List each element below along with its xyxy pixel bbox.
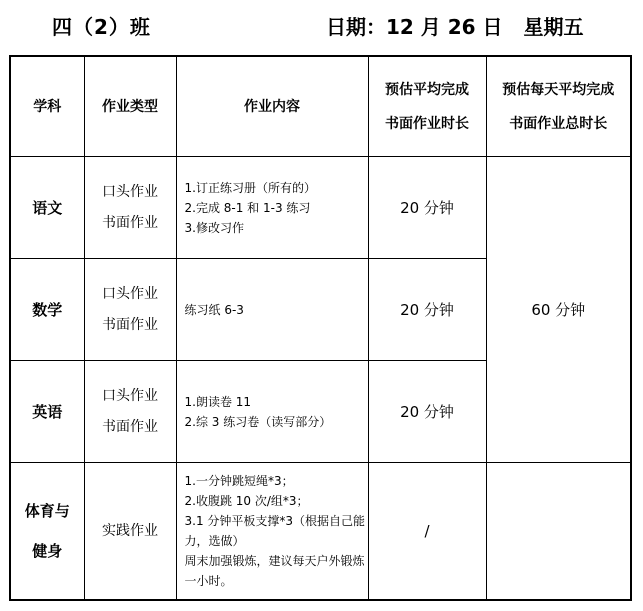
content-line: 1.订正练习册（所有的）: [184, 180, 316, 195]
content-line: 2.收腹跳 10 次/组*3；: [184, 494, 309, 508]
header-subject: 学科: [10, 56, 84, 157]
type-item: 口头作业: [102, 387, 158, 404]
type-item: 书面作业: [102, 214, 158, 231]
homework-table: [9, 55, 632, 601]
content-cell: [176, 157, 368, 259]
duration-cell: 20 分钟: [368, 157, 486, 259]
duration-cell: 20 分钟: [368, 361, 486, 463]
table-header-row: [10, 56, 631, 157]
header-avg-time: [368, 56, 486, 157]
content-cell: [176, 463, 368, 601]
duration-cell: 20 分钟: [368, 259, 486, 361]
type-item: 口头作业: [102, 183, 158, 200]
header-avg-time-line2: 书面作业时长: [385, 115, 469, 132]
type-cell: [84, 259, 176, 361]
content-cell: [176, 259, 368, 361]
table-row: [10, 463, 631, 601]
type-cell: [84, 361, 176, 463]
header-content: 作业内容: [176, 56, 368, 157]
header-type: 作业类型: [84, 56, 176, 157]
header-daily-total-line2: 书面作业总时长: [509, 115, 608, 132]
content-line: 周末加强锻炼，建议每天户外锻炼一小时。: [184, 554, 365, 588]
type-item: 书面作业: [102, 418, 158, 435]
table-row: [10, 157, 631, 259]
content-line: 3.1 分钟平板支撑*3（根据自己能力，选做）: [184, 514, 366, 548]
type-cell: [84, 463, 176, 601]
type-item: 书面作业: [102, 316, 158, 333]
subject-line: 体育与: [24, 502, 70, 520]
subject-cell: 英语: [10, 361, 84, 463]
empty-cell: [486, 463, 631, 601]
content-line: 2.完成 8-1 和 1-3 练习: [184, 200, 311, 215]
header-daily-total: [486, 56, 631, 157]
subject-line: 健身: [32, 542, 63, 560]
content-line: 1.朗读卷 11: [184, 394, 252, 409]
subject-cell: 语文: [10, 157, 84, 259]
page-header: [0, 0, 643, 48]
type-item: 口头作业: [102, 285, 158, 302]
content-cell: [176, 361, 368, 463]
type-item: 实践作业: [102, 522, 158, 539]
daily-total-cell: 60 分钟: [486, 157, 631, 463]
content-line: 2.综 3 练习卷（读写部分）: [184, 414, 332, 429]
header-daily-total-line1: 预估每天平均完成: [502, 81, 615, 98]
class-name: 四（2）班: [52, 15, 151, 39]
subject-cell: 数学: [10, 259, 84, 361]
subject-cell: [10, 463, 84, 601]
content-line: 1.一分钟跳短绳*3；: [184, 474, 294, 488]
header-avg-time-line1: 预估平均完成: [385, 81, 469, 98]
content-line: 练习纸 6-3: [184, 302, 244, 317]
duration-cell: /: [368, 463, 486, 601]
type-cell: [84, 157, 176, 259]
content-line: 3.修改习作: [184, 220, 244, 235]
date-line: 日期：12 月 26 日 星期五: [326, 15, 584, 39]
